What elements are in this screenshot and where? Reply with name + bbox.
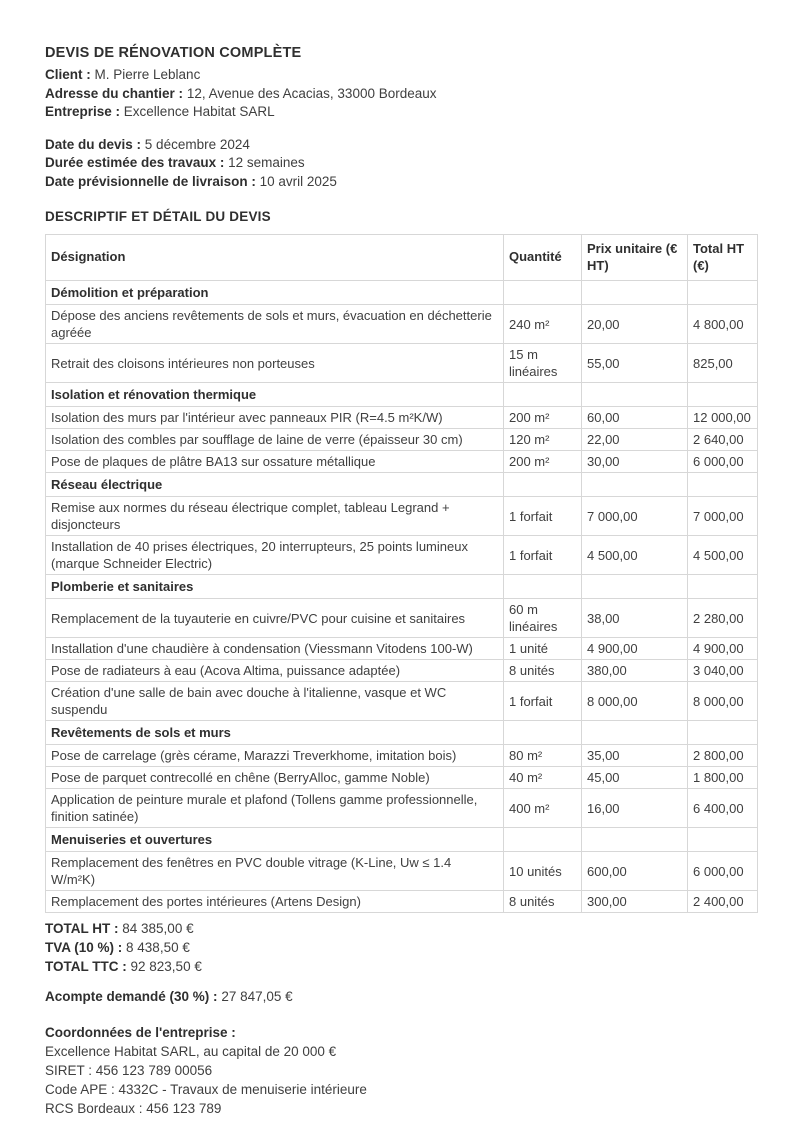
company-capital-line: Excellence Habitat SARL, au capital de 20 000 €	[45, 1044, 337, 1059]
empty-cell	[504, 575, 582, 599]
designation-cell: Remplacement des fenêtres en PVC double vitrage (K-Line, Uw ≤ 1.4 W/m²K)	[46, 852, 504, 891]
section-row	[46, 281, 758, 305]
unit-price-cell: 60,00	[582, 407, 688, 429]
deposit-line	[45, 987, 756, 1006]
col-header-prix-unitaire: Prix unitaire (€ HT)	[582, 235, 688, 281]
descriptif-heading: DESCRIPTIF ET DÉTAIL DU DEVIS	[45, 209, 271, 224]
empty-cell	[582, 473, 688, 497]
designation-cell: Création d'une salle de bain avec douche à l'italienne, vasque et WC suspendu	[46, 682, 504, 721]
item-row	[46, 767, 758, 789]
designation-cell: Remplacement des portes intérieures (Artens Design)	[46, 891, 504, 913]
designation-cell: Dépose des anciens revêtements de sols et murs, évacuation en déchetterie agréée	[46, 305, 504, 344]
unit-price-cell: 7 000,00	[582, 497, 688, 536]
unit-price-cell: 55,00	[582, 344, 688, 383]
section-row	[46, 383, 758, 407]
company-rcs-line: RCS Bordeaux : 456 123 789	[45, 1101, 222, 1116]
total-cell: 3 040,00	[688, 660, 758, 682]
quantity-cell: 200 m²	[504, 407, 582, 429]
total-cell: 6 000,00	[688, 451, 758, 473]
empty-cell	[582, 828, 688, 852]
total-cell: 2 640,00	[688, 429, 758, 451]
unit-price-cell: 4 500,00	[582, 536, 688, 575]
quantity-cell: 1 forfait	[504, 536, 582, 575]
quantity-cell: 40 m²	[504, 767, 582, 789]
item-row	[46, 305, 758, 344]
empty-cell	[504, 473, 582, 497]
table-header-row	[46, 235, 758, 281]
empty-cell	[688, 473, 758, 497]
site-address-line	[45, 85, 756, 104]
designation-cell: Application de peinture murale et plafond (Tollens gamme professionnelle, finition satinée)	[46, 789, 504, 828]
designation-cell: Installation de 40 prises électriques, 20 interrupteurs, 25 points lumineux (marque Schneider Electric)	[46, 536, 504, 575]
devis-table	[45, 234, 758, 913]
quantity-cell: 8 unités	[504, 660, 582, 682]
client-label: Client :	[45, 67, 91, 82]
section-label: Réseau électrique	[46, 473, 504, 497]
empty-cell	[582, 281, 688, 305]
empty-cell	[688, 721, 758, 745]
tva-value: 8 438,50 €	[126, 940, 190, 955]
deposit-label: Acompte demandé (30 %) :	[45, 989, 218, 1004]
company-line	[45, 103, 756, 122]
delivery-date-value: 10 avril 2025	[259, 173, 337, 189]
unit-price-cell: 16,00	[582, 789, 688, 828]
quantity-cell: 120 m²	[504, 429, 582, 451]
company-label: Entreprise :	[45, 104, 121, 119]
unit-price-cell: 4 900,00	[582, 638, 688, 660]
empty-cell	[582, 383, 688, 407]
total-ht-line	[45, 919, 756, 938]
quantity-cell: 1 unité	[504, 638, 582, 660]
section-label: Plomberie et sanitaires	[46, 575, 504, 599]
total-ht-label: TOTAL HT :	[45, 921, 119, 936]
company-details-title	[45, 1023, 756, 1042]
designation-cell: Pose de parquet contrecollé en chêne (BerryAlloc, gamme Noble)	[46, 767, 504, 789]
item-row	[46, 745, 758, 767]
total-ttc-label: TOTAL TTC :	[45, 959, 127, 974]
section-label: Démolition et préparation	[46, 281, 504, 305]
total-cell: 2 800,00	[688, 745, 758, 767]
empty-cell	[582, 721, 688, 745]
quantity-cell: 8 unités	[504, 891, 582, 913]
quote-date-value: 5 décembre 2024	[144, 136, 250, 152]
tva-label: TVA (10 %) :	[45, 940, 123, 955]
total-ht-value: 84 385,00 €	[122, 921, 194, 936]
total-cell: 1 800,00	[688, 767, 758, 789]
unit-price-cell: 300,00	[582, 891, 688, 913]
item-row	[46, 429, 758, 451]
total-cell: 4 500,00	[688, 536, 758, 575]
item-row	[46, 497, 758, 536]
quantity-cell: 1 forfait	[504, 497, 582, 536]
designation-cell: Remise aux normes du réseau électrique complet, tableau Legrand + disjoncteurs	[46, 497, 504, 536]
item-row	[46, 638, 758, 660]
quantity-cell: 1 forfait	[504, 682, 582, 721]
total-ttc-value: 92 823,50 €	[130, 959, 202, 974]
duration-value: 12 semaines	[228, 155, 305, 170]
section-row	[46, 721, 758, 745]
designation-cell: Isolation des murs par l'intérieur avec panneaux PIR (R=4.5 m²K/W)	[46, 407, 504, 429]
item-row	[46, 660, 758, 682]
item-row	[46, 407, 758, 429]
tva-line	[45, 938, 756, 957]
company-value: Excellence Habitat SARL	[123, 104, 275, 119]
quantity-cell: 15 m linéaires	[504, 344, 582, 383]
unit-price-cell: 600,00	[582, 852, 688, 891]
designation-cell: Installation d'une chaudière à condensation (Viessmann Vitodens 100-W)	[46, 638, 504, 660]
empty-cell	[504, 383, 582, 407]
quantity-cell: 400 m²	[504, 789, 582, 828]
site-address-value: 12, Avenue des Acacias, 33000 Bordeaux	[186, 85, 437, 101]
duration-line	[45, 154, 756, 173]
empty-cell	[688, 828, 758, 852]
total-cell: 4 900,00	[688, 638, 758, 660]
unit-price-cell: 35,00	[582, 745, 688, 767]
empty-cell	[582, 575, 688, 599]
item-row	[46, 344, 758, 383]
unit-price-cell: 8 000,00	[582, 682, 688, 721]
quantity-cell: 60 m linéaires	[504, 599, 582, 638]
quote-date-line	[45, 136, 756, 155]
empty-cell	[504, 828, 582, 852]
item-row	[46, 451, 758, 473]
devis-table-body	[46, 281, 758, 913]
item-row	[46, 536, 758, 575]
empty-cell	[504, 281, 582, 305]
site-address-label: Adresse du chantier :	[45, 85, 184, 101]
col-header-total-ht: Total HT (€)	[688, 235, 758, 281]
quantity-cell: 80 m²	[504, 745, 582, 767]
item-row	[46, 852, 758, 891]
total-cell: 2 400,00	[688, 891, 758, 913]
deposit-value: 27 847,05 €	[221, 989, 293, 1004]
empty-cell	[688, 575, 758, 599]
duration-label: Durée estimée des travaux :	[45, 155, 225, 170]
item-row	[46, 789, 758, 828]
delivery-date-line	[45, 173, 756, 192]
total-ttc-line	[45, 957, 756, 976]
quantity-cell: 240 m²	[504, 305, 582, 344]
col-header-designation: Désignation	[46, 235, 504, 281]
delivery-date-label: Date prévisionnelle de livraison :	[45, 173, 256, 189]
unit-price-cell: 22,00	[582, 429, 688, 451]
designation-cell: Pose de carrelage (grès cérame, Marazzi Treverkhome, imitation bois)	[46, 745, 504, 767]
quantity-cell: 10 unités	[504, 852, 582, 891]
designation-cell: Retrait des cloisons intérieures non porteuses	[46, 344, 504, 383]
company-siret-line: SIRET : 456 123 789 00056	[45, 1063, 213, 1078]
section-row	[46, 575, 758, 599]
unit-price-cell: 380,00	[582, 660, 688, 682]
unit-price-cell: 38,00	[582, 599, 688, 638]
total-cell: 825,00	[688, 344, 758, 383]
quote-date-label: Date du devis :	[45, 136, 142, 152]
section-row	[46, 473, 758, 497]
unit-price-cell: 45,00	[582, 767, 688, 789]
empty-cell	[504, 721, 582, 745]
quantity-cell: 200 m²	[504, 451, 582, 473]
total-cell: 12 000,00	[688, 407, 758, 429]
section-label: Revêtements de sols et murs	[46, 721, 504, 745]
totals-block	[45, 919, 756, 976]
unit-price-cell: 30,00	[582, 451, 688, 473]
total-cell: 8 000,00	[688, 682, 758, 721]
section-label: Isolation et rénovation thermique	[46, 383, 504, 407]
total-cell: 6 400,00	[688, 789, 758, 828]
item-row	[46, 599, 758, 638]
empty-cell	[688, 281, 758, 305]
document-title: DEVIS DE RÉNOVATION COMPLÈTE	[45, 45, 302, 61]
col-header-quantite: Quantité	[504, 235, 582, 281]
section-label: Menuiseries et ouvertures	[46, 828, 504, 852]
item-row	[46, 891, 758, 913]
total-cell: 7 000,00	[688, 497, 758, 536]
designation-cell: Pose de plaques de plâtre BA13 sur ossature métallique	[46, 451, 504, 473]
spacer	[45, 122, 756, 136]
company-details-block	[45, 1023, 756, 1118]
company-details-title-text: Coordonnées de l'entreprise :	[45, 1025, 236, 1040]
client-value: M. Pierre Leblanc	[94, 67, 201, 82]
total-cell: 2 280,00	[688, 599, 758, 638]
unit-price-cell: 20,00	[582, 305, 688, 344]
section-row	[46, 828, 758, 852]
total-cell: 4 800,00	[688, 305, 758, 344]
designation-cell: Pose de radiateurs à eau (Acova Altima, puissance adaptée)	[46, 660, 504, 682]
designation-cell: Remplacement de la tuyauterie en cuivre/PVC pour cuisine et sanitaires	[46, 599, 504, 638]
total-cell: 6 000,00	[688, 852, 758, 891]
designation-cell: Isolation des combles par soufflage de laine de verre (épaisseur 30 cm)	[46, 429, 504, 451]
company-ape-line: Code APE : 4332C - Travaux de menuiserie intérieure	[45, 1082, 367, 1097]
client-line	[45, 66, 756, 85]
empty-cell	[688, 383, 758, 407]
item-row	[46, 682, 758, 721]
